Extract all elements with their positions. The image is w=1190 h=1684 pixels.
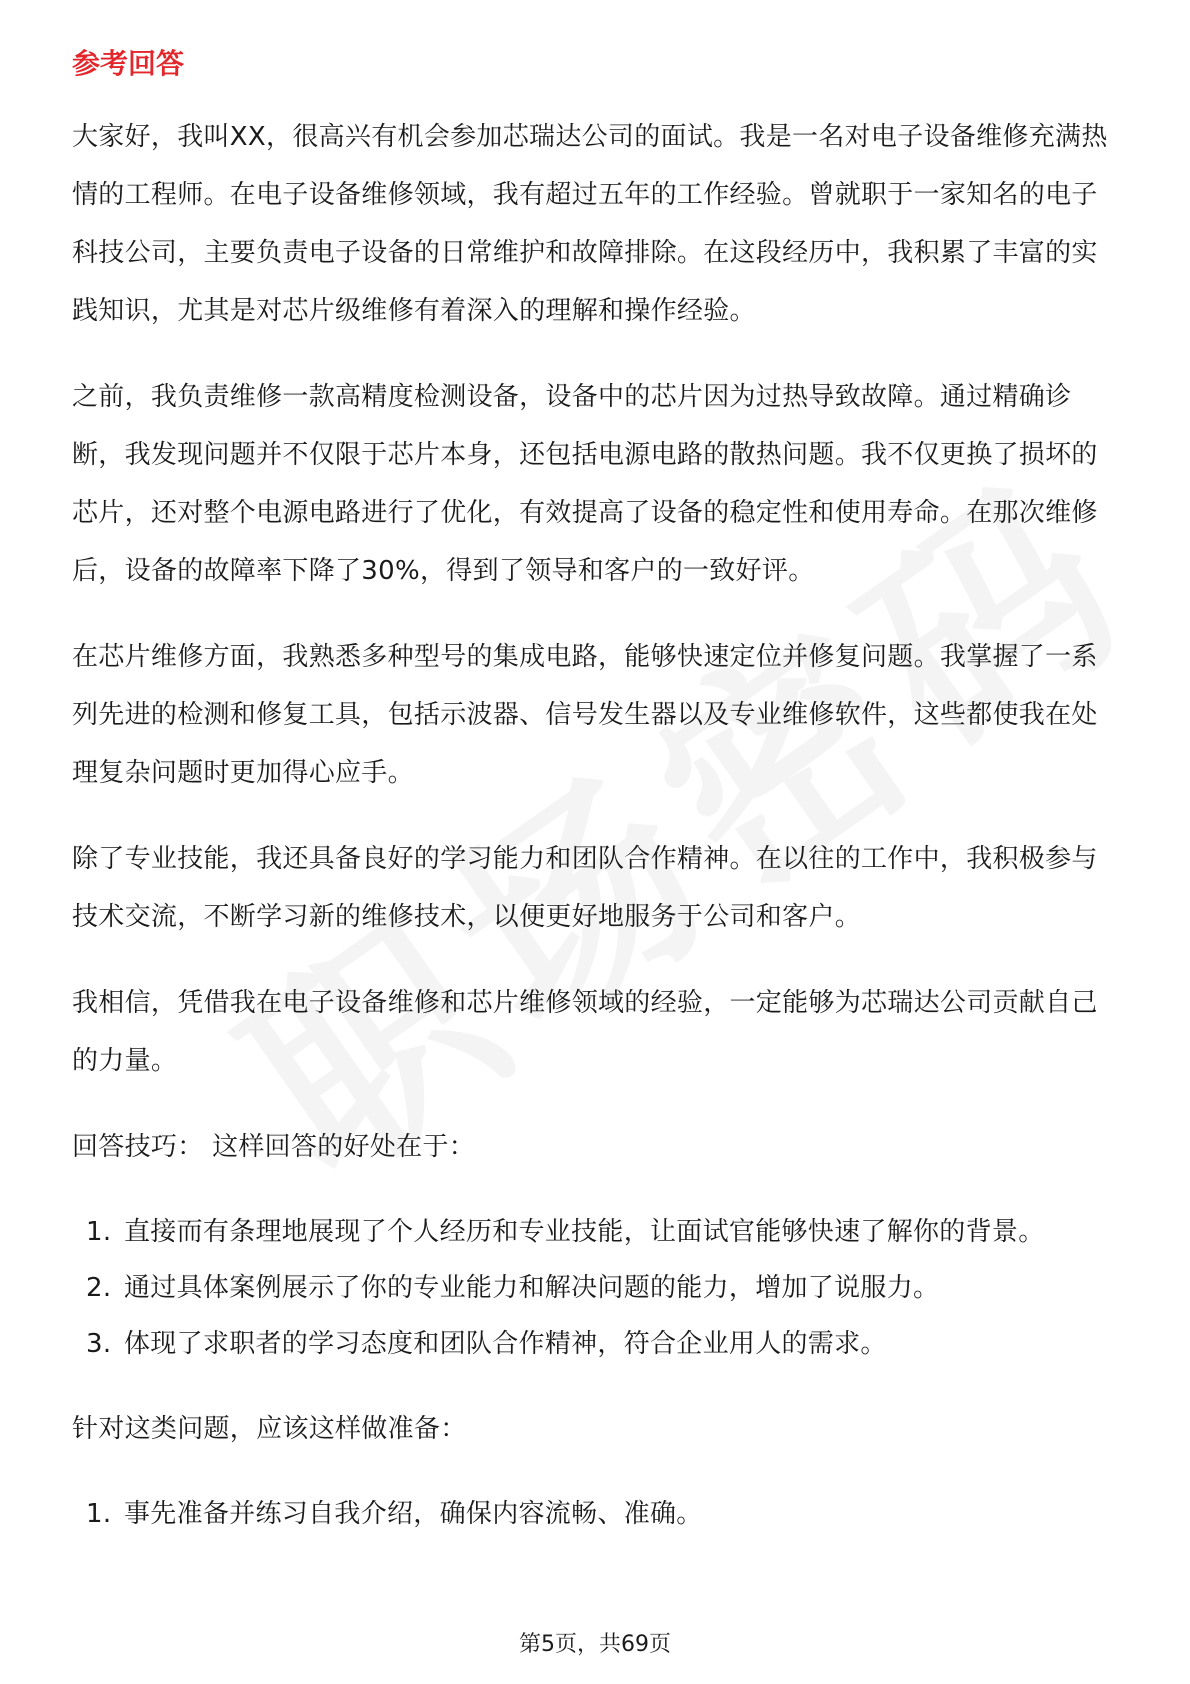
paragraph-intro: 大家好，我叫XX，很高兴有机会参加芯瑞达公司的面试。我是一名对电子设备维修充满热情的工程师。在电子设备维修领域，我有超过五年的工作经验。曾就职于一家知名的电子科技公司，主要负责电子设备的日常维护和故障排除。在这段经历中，我积累了丰富的实践知识，尤其是对芯片级维修有着深入的理解和操作经验。 bbox=[72, 122, 1108, 326]
list-item bbox=[72, 1486, 1122, 1542]
list-item-number: 1. bbox=[86, 1499, 112, 1529]
paragraph-teamwork: 除了专业技能，我还具备良好的学习能力和团队合作精神。在以往的工作中，我积极参与技术交流，不断学习新的维修技术，以便更好地服务于公司和客户。 bbox=[72, 844, 1098, 932]
prep-title: 针对这类问题，应该这样做准备： bbox=[72, 1414, 467, 1444]
list-item-text: 直接而有条理地展现了个人经历和专业技能，让面试官能够快速了解你的背景。 bbox=[124, 1217, 1045, 1247]
list-item bbox=[72, 1316, 1122, 1372]
paragraph-closing: 我相信，凭借我在电子设备维修和芯片维修领域的经验，一定能够为芯瑞达公司贡献自己的力量。 bbox=[72, 988, 1098, 1076]
list-item bbox=[72, 1204, 1122, 1260]
page-footer: 第5页，共69页 bbox=[519, 1632, 671, 1657]
list-item bbox=[72, 1260, 1122, 1316]
list-item-text: 事先准备并练习自我介绍，确保内容流畅、准确。 bbox=[124, 1499, 703, 1529]
list-item-text: 体现了求职者的学习态度和团队合作精神，符合企业用人的需求。 bbox=[124, 1329, 887, 1359]
section-heading: 参考回答 bbox=[72, 47, 185, 80]
list-item-number: 2. bbox=[86, 1273, 112, 1303]
tips-title: 回答技巧： 这样回答的好处在于： bbox=[72, 1132, 476, 1162]
list-item-text: 通过具体案例展示了你的专业能力和解决问题的能力，增加了说服力。 bbox=[124, 1273, 940, 1303]
paragraph-case: 之前，我负责维修一款高精度检测设备，设备中的芯片因为过热导致故障。通过精确诊断，我发现问题并不仅限于芯片本身，还包括电源电路的散热问题。我不仅更换了损坏的芯片，还对整个电源电路进行了优化，有效提高了设备的稳定性和使用寿命。在那次维修后，设备的故障率下降了30%，得到了领导和客户的一致好评。 bbox=[72, 382, 1098, 586]
prep-list bbox=[72, 1486, 1122, 1542]
tips-list bbox=[72, 1204, 1122, 1372]
list-item-number: 3. bbox=[86, 1329, 112, 1359]
list-item-number: 1. bbox=[86, 1217, 112, 1247]
page-content bbox=[72, 44, 1122, 1570]
paragraph-skills: 在芯片维修方面，我熟悉多种型号的集成电路，能够快速定位并修复问题。我掌握了一系列先进的检测和修复工具，包括示波器、信号发生器以及专业维修软件，这些都使我在处理复杂问题时更加得心应手。 bbox=[72, 642, 1098, 788]
